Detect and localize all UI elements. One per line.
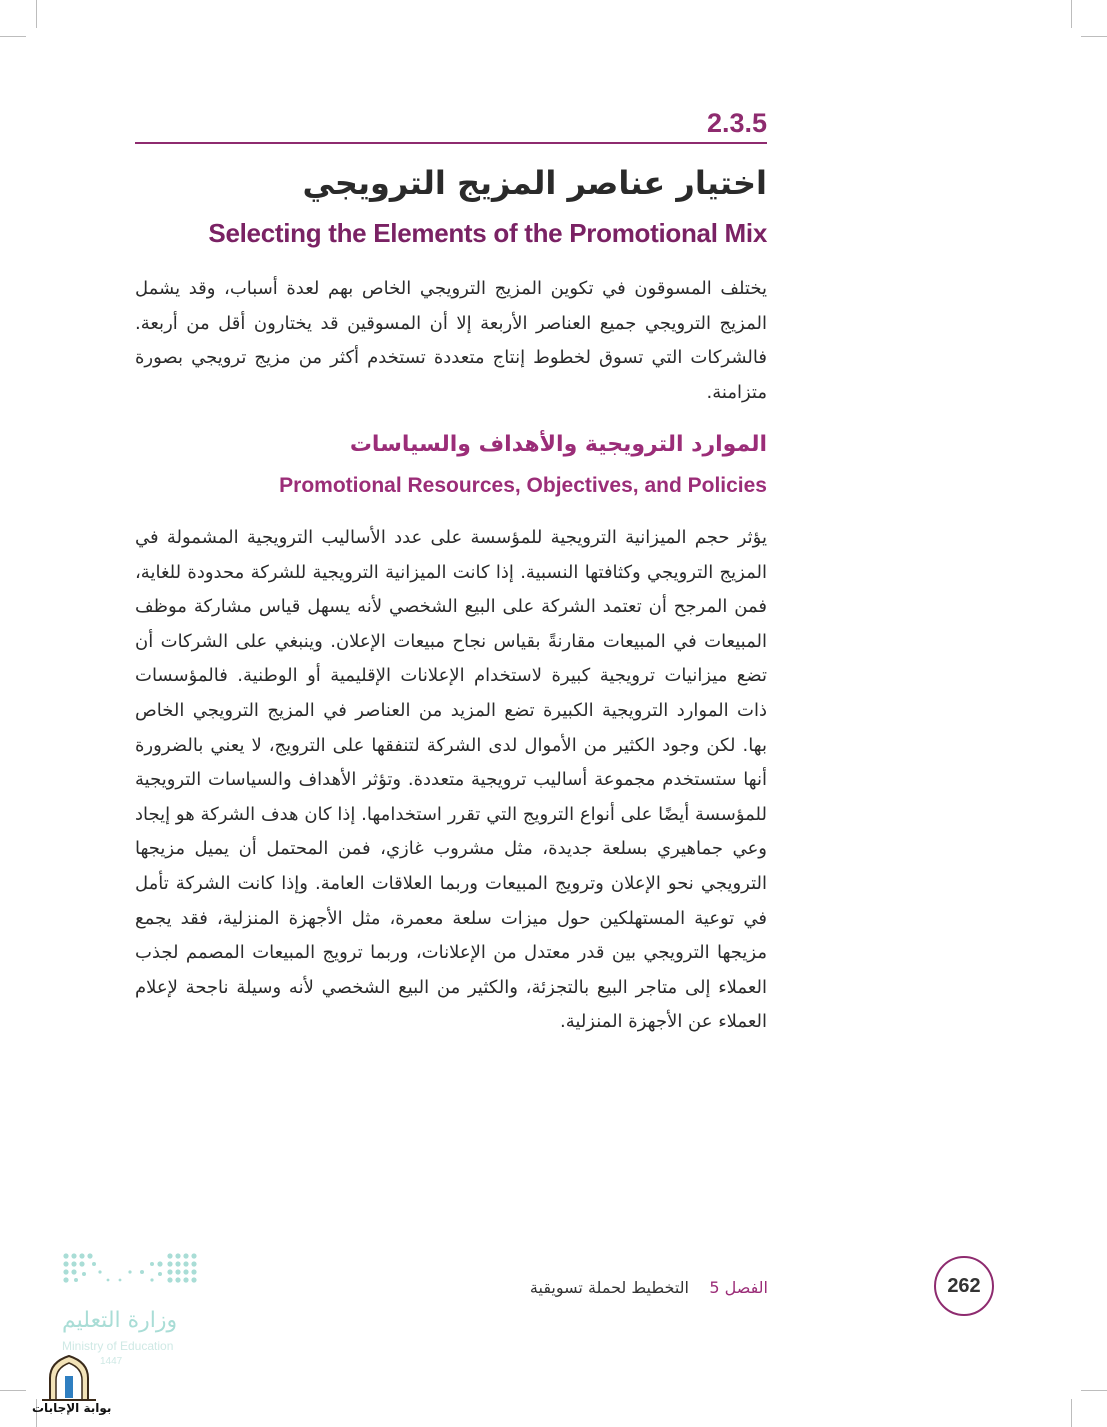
- subsection-title-english: Promotional Resources, Objectives, and Policies: [279, 474, 767, 497]
- page-number-badge: [934, 1256, 994, 1316]
- answers-gate-label: بوابة الإجابات: [32, 1401, 112, 1415]
- crop-mark: [1071, 0, 1072, 28]
- ministry-year: 1447: [100, 1356, 123, 1367]
- crop-mark: [1081, 36, 1107, 37]
- chapter-label: الفصل 5: [709, 1278, 768, 1297]
- intro-paragraph: يختلف المسوقون في تكوين المزيج الترويجي الخاص بهم لعدة أسباب، وقد يشمل المزيج الترويجي جميع العناصر الأربعة إلا أن المسوقين قد يختارون أقل من أربعة. فالشركات التي تسوق لخطوط إنتاج متعددة تستخدم أكثر من مزيج ترويجي بصورة متزامنة.: [135, 278, 767, 403]
- crop-mark: [0, 36, 26, 37]
- page-number: 262: [947, 1274, 981, 1297]
- ministry-name-arabic: وزارة التعليم: [62, 1308, 178, 1333]
- crop-mark: [1071, 1399, 1072, 1427]
- crop-mark: [1081, 1390, 1107, 1391]
- crop-mark: [36, 0, 37, 28]
- chapter-title: التخطيط لحملة تسويقية: [529, 1278, 689, 1297]
- ministry-name-english: Ministry of Education: [62, 1339, 174, 1353]
- crop-mark: [0, 1390, 26, 1391]
- section-title-arabic: اختيار عناصر المزيج الترويجي: [302, 164, 767, 202]
- subsection-title-arabic: الموارد الترويجية والأهداف والسياسات: [349, 432, 767, 457]
- subsection-paragraph: يؤثر حجم الميزانية الترويجية للمؤسسة على عدد الأساليب الترويجية المشمولة في المزيج الترويجي وكثافتها النسبية. إذا كانت الميزانية الترويجية للشركة محدودة للغاية، فمن المرجح أن تعتمد الشركة على البيع الشخصي لأنه يسهل قياس مشاركة موظف المبيعات في المبيعات مقارنةً بقياس نجاح مبيعات الإعلان. وينبغي على الشركات أن تضع ميزانيات ترويجية كبيرة لاستخدام الإعلانات الإقليمية أو الوطنية. فالمؤسسات ذات الموارد الترويجية الكبيرة تضع المزيد من العناصر في المزيج الترويجي الخاص بها. لكن وجود الكثير من الأموال لدى الشركة لتنفقها على الترويج، لا يعني بالضرورة أنها ستستخدم مجموعة أساليب ترويجية متعددة. وتؤثر الأهداف والسياسات الترويجية للمؤسسة أيضًا على أنواع الترويج التي تقرر استخدامها. إذا كان هدف الشركة هو إيجاد وعي جماهيري بسلعة جديدة، مثل مشروب غازي، فمن المحتمل أن يميل مزيجها الترويجي نحو الإعلان وترويج المبيعات وربما العلاقات العامة. وإذا كانت الشركة تأمل في توعية المستهلكين حول ميزات سلعة معمرة، مثل الأجهزة المنزلية، فقد يجمع مزيجها الترويجي بين قدر معتدل من الإعلانات، وربما ترويج المبيعات المصمم لجذب العملاء إلى متاجر البيع بالتجزئة، والكثير من البيع الشخصي لأنه وسيلة ناجحة لإعلام العملاء عن الأجهزة المنزلية.: [135, 527, 767, 1033]
- chapter-footer: [512, 1278, 768, 1297]
- section-divider: [135, 142, 767, 144]
- section-title-english: Selecting the Elements of the Promotional Mix: [208, 218, 767, 248]
- section-number: 2.3.5: [706, 108, 767, 138]
